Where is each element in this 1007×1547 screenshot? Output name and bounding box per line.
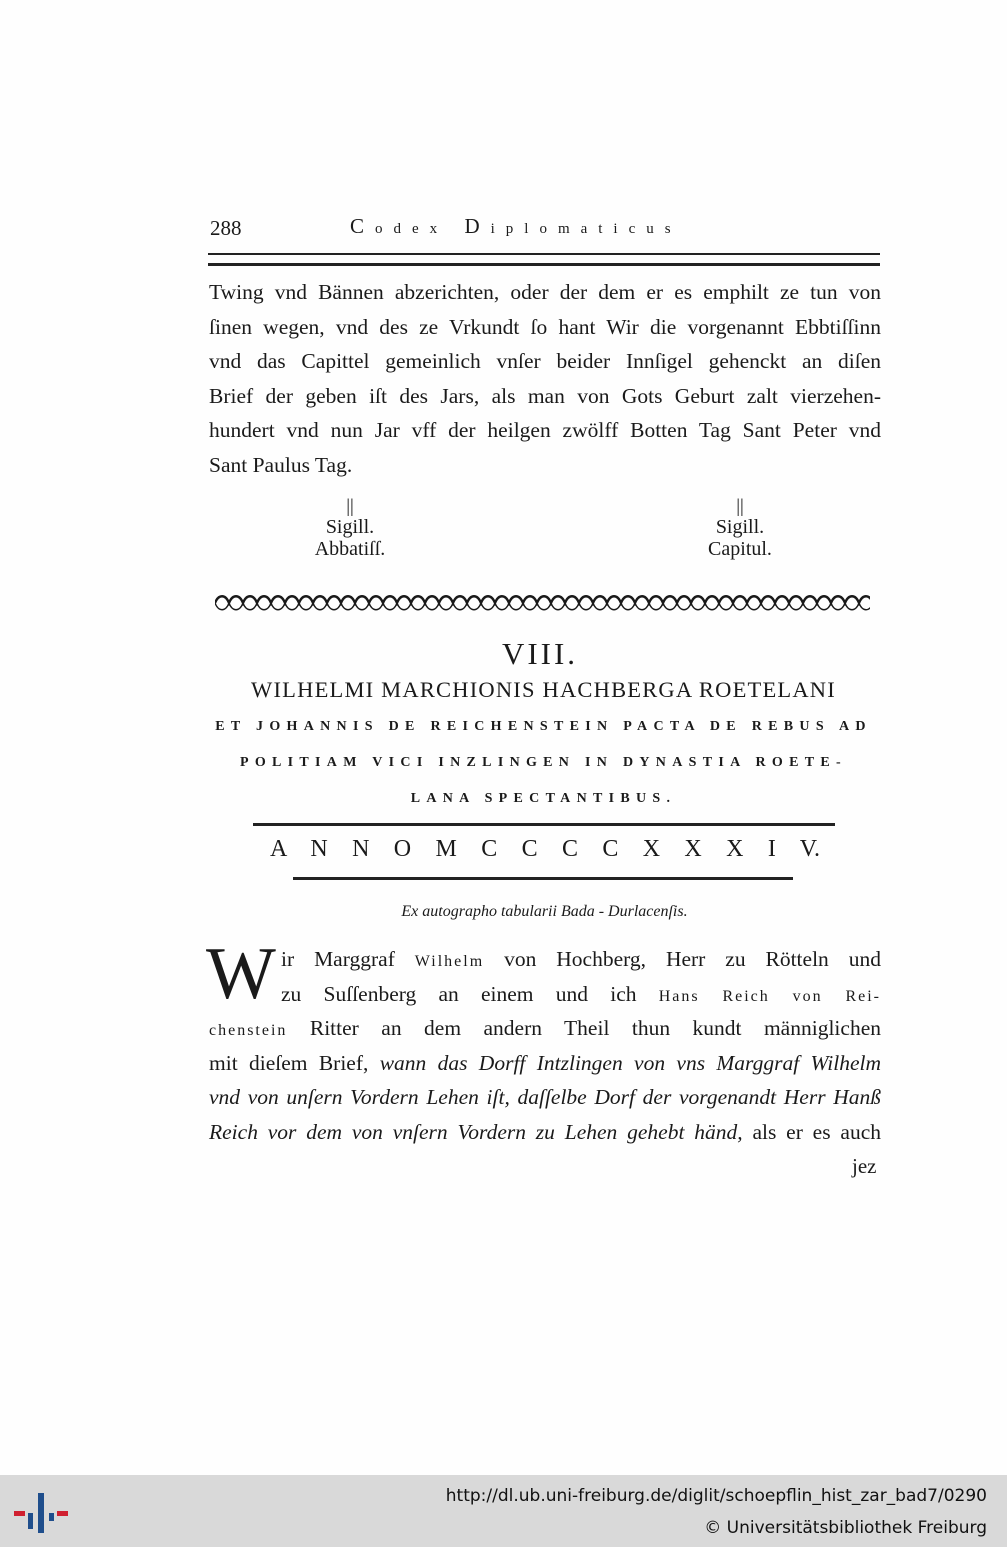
text-run: ir Marggraf	[281, 947, 415, 971]
text-run: Ritter an dem andern Theil thun kundt männiglichen	[287, 1016, 881, 1040]
copyright-notice: © Universitätsbibliothek Freiburg	[704, 1518, 987, 1538]
seal-label: Sigill.	[715, 516, 765, 538]
text-run: als er es auch	[742, 1119, 881, 1144]
ornament-divider	[215, 592, 870, 614]
running-title-cap: C	[350, 214, 376, 238]
text-line: ſinen wegen, vnd des ze Vrkundt ſo hant Wir die vorgenannt Ebbtiſſinn	[209, 314, 881, 339]
header-rule	[208, 253, 880, 255]
library-logo-icon	[14, 1489, 68, 1537]
seal-label: Sigill.	[325, 516, 375, 538]
seal-mark-icon: ||	[346, 496, 354, 517]
document-number: VIII.	[501, 636, 579, 671]
seal-abbess	[300, 498, 400, 560]
running-title-cap: D	[464, 214, 491, 238]
page-header	[210, 212, 880, 242]
seal-mark-icon: ||	[736, 496, 744, 517]
seal-chapter	[690, 498, 790, 560]
running-title-part: odex	[375, 221, 449, 237]
text-line: vnd das Capittel gemeinlich vnſer beider Innſigel gehenckt an diſen	[209, 349, 881, 373]
document-title: LANA SPECTANTIBUS.	[410, 791, 677, 806]
running-title	[350, 214, 682, 239]
header-rule	[208, 263, 880, 266]
seal-label: Capitul.	[708, 538, 772, 560]
document-title: WILHELMI MARCHIONIS HACHBERGA ROETELANI	[251, 677, 836, 702]
italic-run: Reich vor dem von vnſern Vordern zu Lehen gehebt händ,	[209, 1119, 743, 1144]
text-run: mit dieſem Brief,	[209, 1050, 380, 1075]
text-line: Brief der geben iſt des Jars, als man von Gots Geburt zalt vierzehen-	[209, 383, 881, 408]
name-small-caps: chenstein	[209, 1022, 288, 1039]
name-small-caps: Wilhelm	[414, 953, 485, 970]
closing-paragraph	[209, 275, 881, 482]
text-line	[209, 1046, 881, 1081]
viewer-footer	[0, 1475, 1007, 1547]
running-title-part: iplomaticus	[490, 221, 682, 237]
text-run: zu Suſſenberg an einem und ich	[281, 981, 659, 1006]
text-run: von Hochberg, Herr zu Rötteln und	[484, 947, 881, 971]
text-line	[209, 1115, 881, 1150]
text-line	[209, 1080, 881, 1115]
drop-cap: W	[206, 933, 276, 1015]
text-line: hundert vnd nun Jar vff der heilgen zwölff Botten Tag Sant Peter vnd	[209, 418, 881, 442]
seal-label: Abbatiſſ.	[314, 538, 386, 560]
text-line: Sant Paulus Tag.	[209, 452, 353, 477]
italic-run: vnd von unſern Vordern Lehen iſt, daſſelbe Dorf der vorgenandt Herr Hanß	[209, 1085, 881, 1109]
text-line	[209, 1011, 881, 1046]
document-title: ET JOHANNIS DE REICHENSTEIN PACTA DE REBUS AD	[215, 719, 872, 734]
italic-run: wann das Dorff Intzlingen von vns Marggraf Wilhelm	[379, 1050, 881, 1075]
document-year: A N N O M C C C C X X X I V.	[270, 836, 820, 862]
source-note: Ex autographo tabularii Bada - Durlacenſis.	[401, 903, 688, 920]
text-line	[281, 977, 881, 1012]
text-line	[281, 942, 881, 977]
page-number: 288	[210, 216, 242, 240]
document-title: POLITIAM VICI INZLINGEN IN DYNASTIA ROETE-	[239, 755, 848, 770]
name-small-caps: Hans Reich von Rei-	[658, 987, 881, 1005]
charter-paragraph	[209, 942, 881, 1149]
catchword: jez	[852, 1154, 877, 1178]
text-line: Twing vnd Bännen abzerichten, oder der dem er es emphilt ze tun von	[209, 280, 881, 304]
permalink[interactable]: http://dl.ub.uni-freiburg.de/diglit/schoepflin_hist_zar_bad7/0290	[445, 1486, 987, 1506]
anno-rule	[253, 823, 835, 826]
anno-rule	[293, 877, 793, 880]
